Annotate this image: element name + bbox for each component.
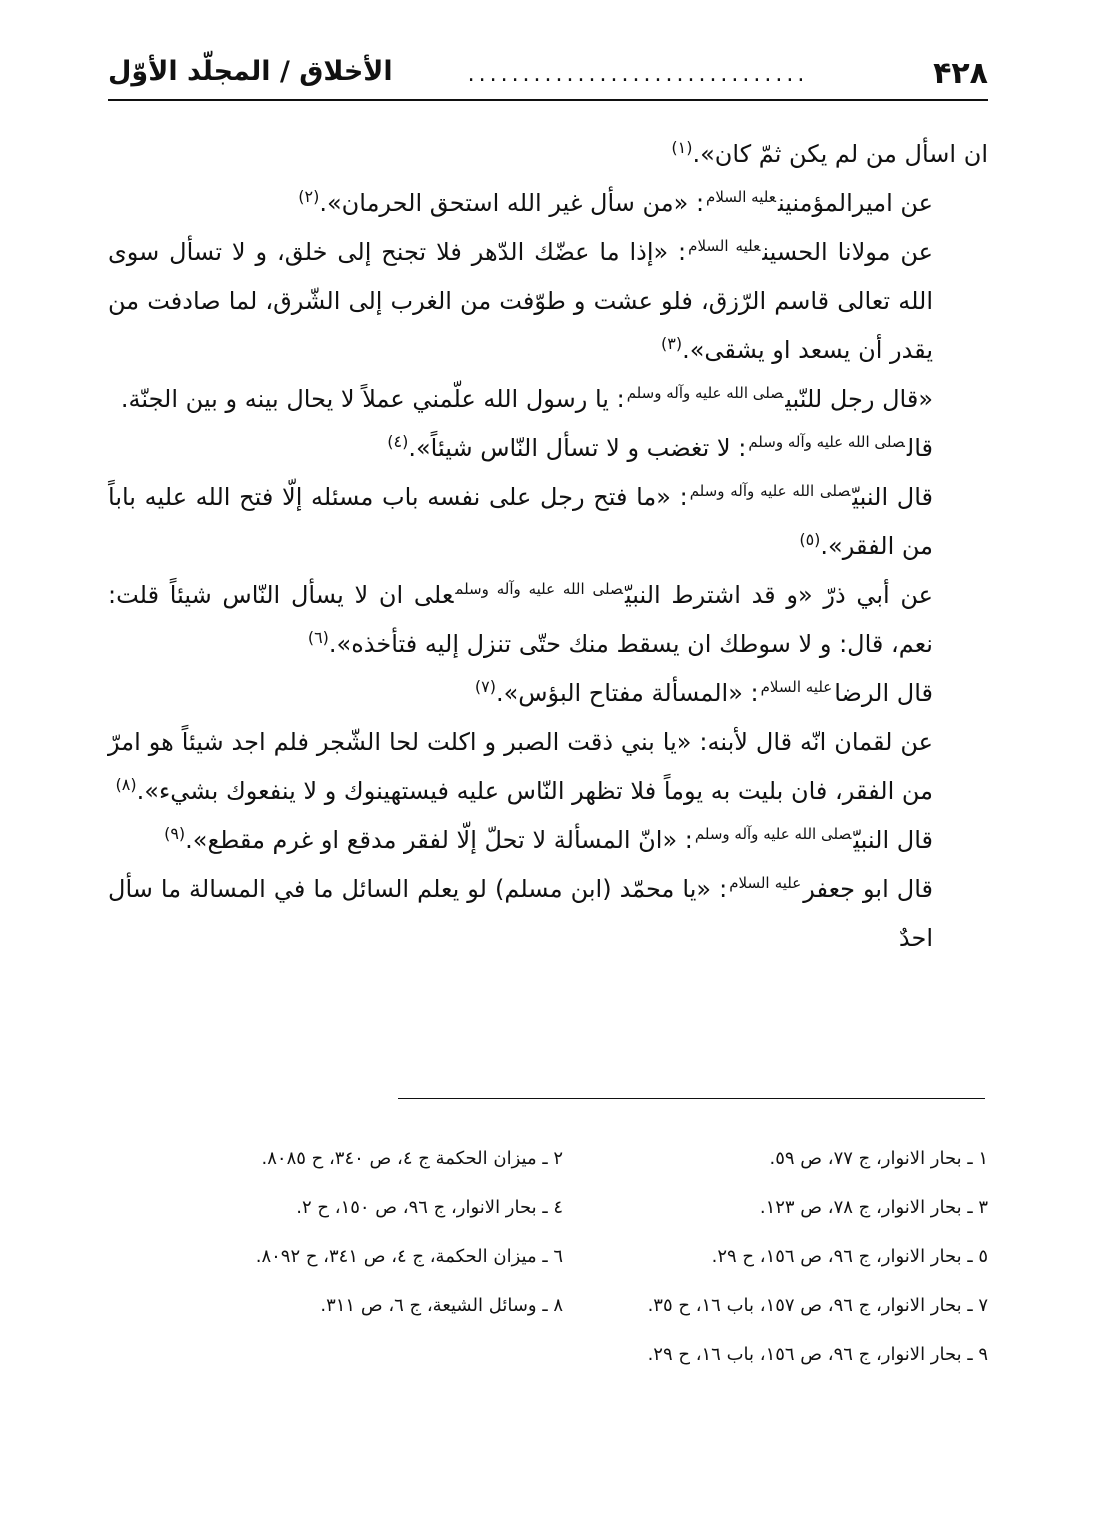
body-text: [108, 130, 988, 963]
paragraph-2: عن اميرالمؤمنين$^{عليه السلام}$: «من سأل غير الله استحق الحرمان».$^{(۲)}$: [298, 187, 933, 217]
footnote-ref: (۳): [661, 334, 683, 353]
footnote-ref: (۷): [474, 677, 496, 696]
footnote-3: ۳ ـ بحار الانوار، ج ۷۸، ص ۱۲۳.: [759, 1197, 988, 1218]
footnote-6: ٦ ـ ميزان الحكمة، ج ٤، ص ۳٤۱، ح ۸۰۹۲.: [255, 1246, 563, 1267]
footnote-row: [108, 1148, 988, 1197]
footnote-ref: (۹): [164, 824, 186, 843]
footnote-9: ۹ ـ بحار الانوار، ج ٩٦، ص ۱٥٦، باب ۱٦، ح ۲۹.: [647, 1344, 988, 1365]
page-number: ۴۲۸: [933, 56, 988, 91]
honorific: صلى الله عليه وآله وسلم: [626, 384, 784, 402]
paragraph-3: عن مولانا الحسين$^{عليه السلام}$: «إذا ما عضّك الدّهر فلا تجنح إلى خلق، و لا تسأل سوى الله تعالى قاسم الرّزق، فلو عشت و طوّفت من الغرب إلى الشّرق، لما صادفت من يقدر أن يسعد او يشقى».$^{(۳)}$: [108, 237, 934, 364]
footnote-ref: (٦): [307, 628, 329, 647]
footnote-ref: (٤): [387, 432, 409, 451]
honorific: صلى الله عليه وآله وسلم: [689, 482, 851, 500]
footnote-rule: [398, 1098, 985, 1099]
footnote-2: ۲ ـ ميزان الحكمة ج ٤، ص ۳٤۰، ح ۸۰۸٥.: [261, 1148, 563, 1169]
paragraph-8: قال الرضا$^{عليه السلام}$: «المسألة مفتاح البؤس».$^{(۷)}$: [474, 677, 933, 707]
footnote-1: ۱ ـ بحار الانوار، ج ۷۷، ص ٥۹.: [769, 1148, 988, 1169]
footnote-ref: (۸): [115, 775, 137, 794]
running-title: الأخلاق / المجلّد الأوّل: [108, 56, 393, 87]
footnote-row: [108, 1197, 988, 1246]
honorific: صلى الله عليه وآله وسلم: [455, 580, 623, 598]
footnote-row: [108, 1246, 988, 1295]
header-rule: [108, 99, 988, 101]
honorific: صلى الله عليه وآله وسلم: [748, 433, 905, 451]
page-header: [108, 52, 988, 102]
honorific: عليه السلام: [706, 188, 776, 206]
paragraph-7: عن أبي ذرّ «و قد اشترط النبيّ$^{صلى الله عليه وآله وسلم}$على ان لا يسأل النّاس شيئاً قلت: نعم، قال: و لا سوطك ان يسقط منك حتّى تنزل إليه فتأخذه».$^{(٦)}$: [108, 580, 933, 658]
paragraph-10: قال النبيّ$^{صلى الله عليه وآله وسلم}$: «انّ المسألة لا تحلّ إلّا لفقر مدقع او غرم مقطع».$^{(۹)}$: [164, 824, 933, 854]
header-dot-leader: ...............................: [467, 62, 809, 87]
footnote-ref: (۱): [671, 138, 693, 157]
paragraph-6: قال النبيّ$^{صلى الله عليه وآله وسلم}$: «ما فتح رجل على نفسه باب مسئله إلّا فتح الله عليه باباً من الفقر».$^{(٥)}$: [108, 482, 933, 560]
honorific: عليه السلام: [688, 237, 761, 255]
honorific: عليه السلام: [760, 678, 833, 696]
honorific: عليه السلام: [729, 874, 802, 892]
paragraph-9: عن لقمان انّه قال لأبنه: «يا بني ذقت الصبر و اكلت لحا الشّجر فلم اجد شيئاً هو امرّ من الفقر، فان بليت به يوماً فلا تظهر النّاس عليه فيستهينوك و لا ينفعوك بشيء».$^{(۸)}$: [108, 728, 933, 805]
footnote-row: [108, 1295, 988, 1344]
footnote-ref: (٥): [799, 530, 821, 549]
paragraph-5: قال$^{صلى الله عليه وآله وسلم}$: لا تغضب و لا تسأل النّاس شيئاً».$^{(٤)}$: [387, 432, 933, 462]
paragraph-4: «قال رجل للنّبي$^{صلى الله عليه وآله وسلم}$: يا رسول الله علّمني عملاً لا يحال بينه و بين الجنّة.: [120, 384, 933, 413]
footnote-5: ٥ ـ بحار الانوار، ج ٩٦، ص ۱٥٦، ح ۲۹.: [711, 1246, 988, 1267]
footnote-7: ۷ ـ بحار الانوار، ج ٩٦، ص ۱٥۷، باب ۱٦، ح ۳٥.: [647, 1295, 988, 1316]
footnote-row: [108, 1344, 988, 1393]
footnotes: [108, 1148, 988, 1393]
footnote-ref: (۲): [298, 187, 320, 206]
paragraph-11: قال ابو جعفر$^{عليه السلام}$: «يا محمّد (ابن مسلم) لو يعلم السائل ما في المسالة ما سأل احدٌ: [108, 874, 934, 952]
footnote-8: ۸ ـ وسائل الشيعة، ج ٦، ص ۳۱۱.: [320, 1295, 563, 1316]
paragraph-1: ان اسأل من لم يكن ثمّ كان».$^{(۱)}$: [671, 138, 988, 168]
honorific: صلى الله عليه وآله وسلم: [694, 825, 852, 843]
footnote-4: ٤ ـ بحار الانوار، ج ٩٦، ص ۱٥۰، ح ۲.: [296, 1197, 563, 1218]
